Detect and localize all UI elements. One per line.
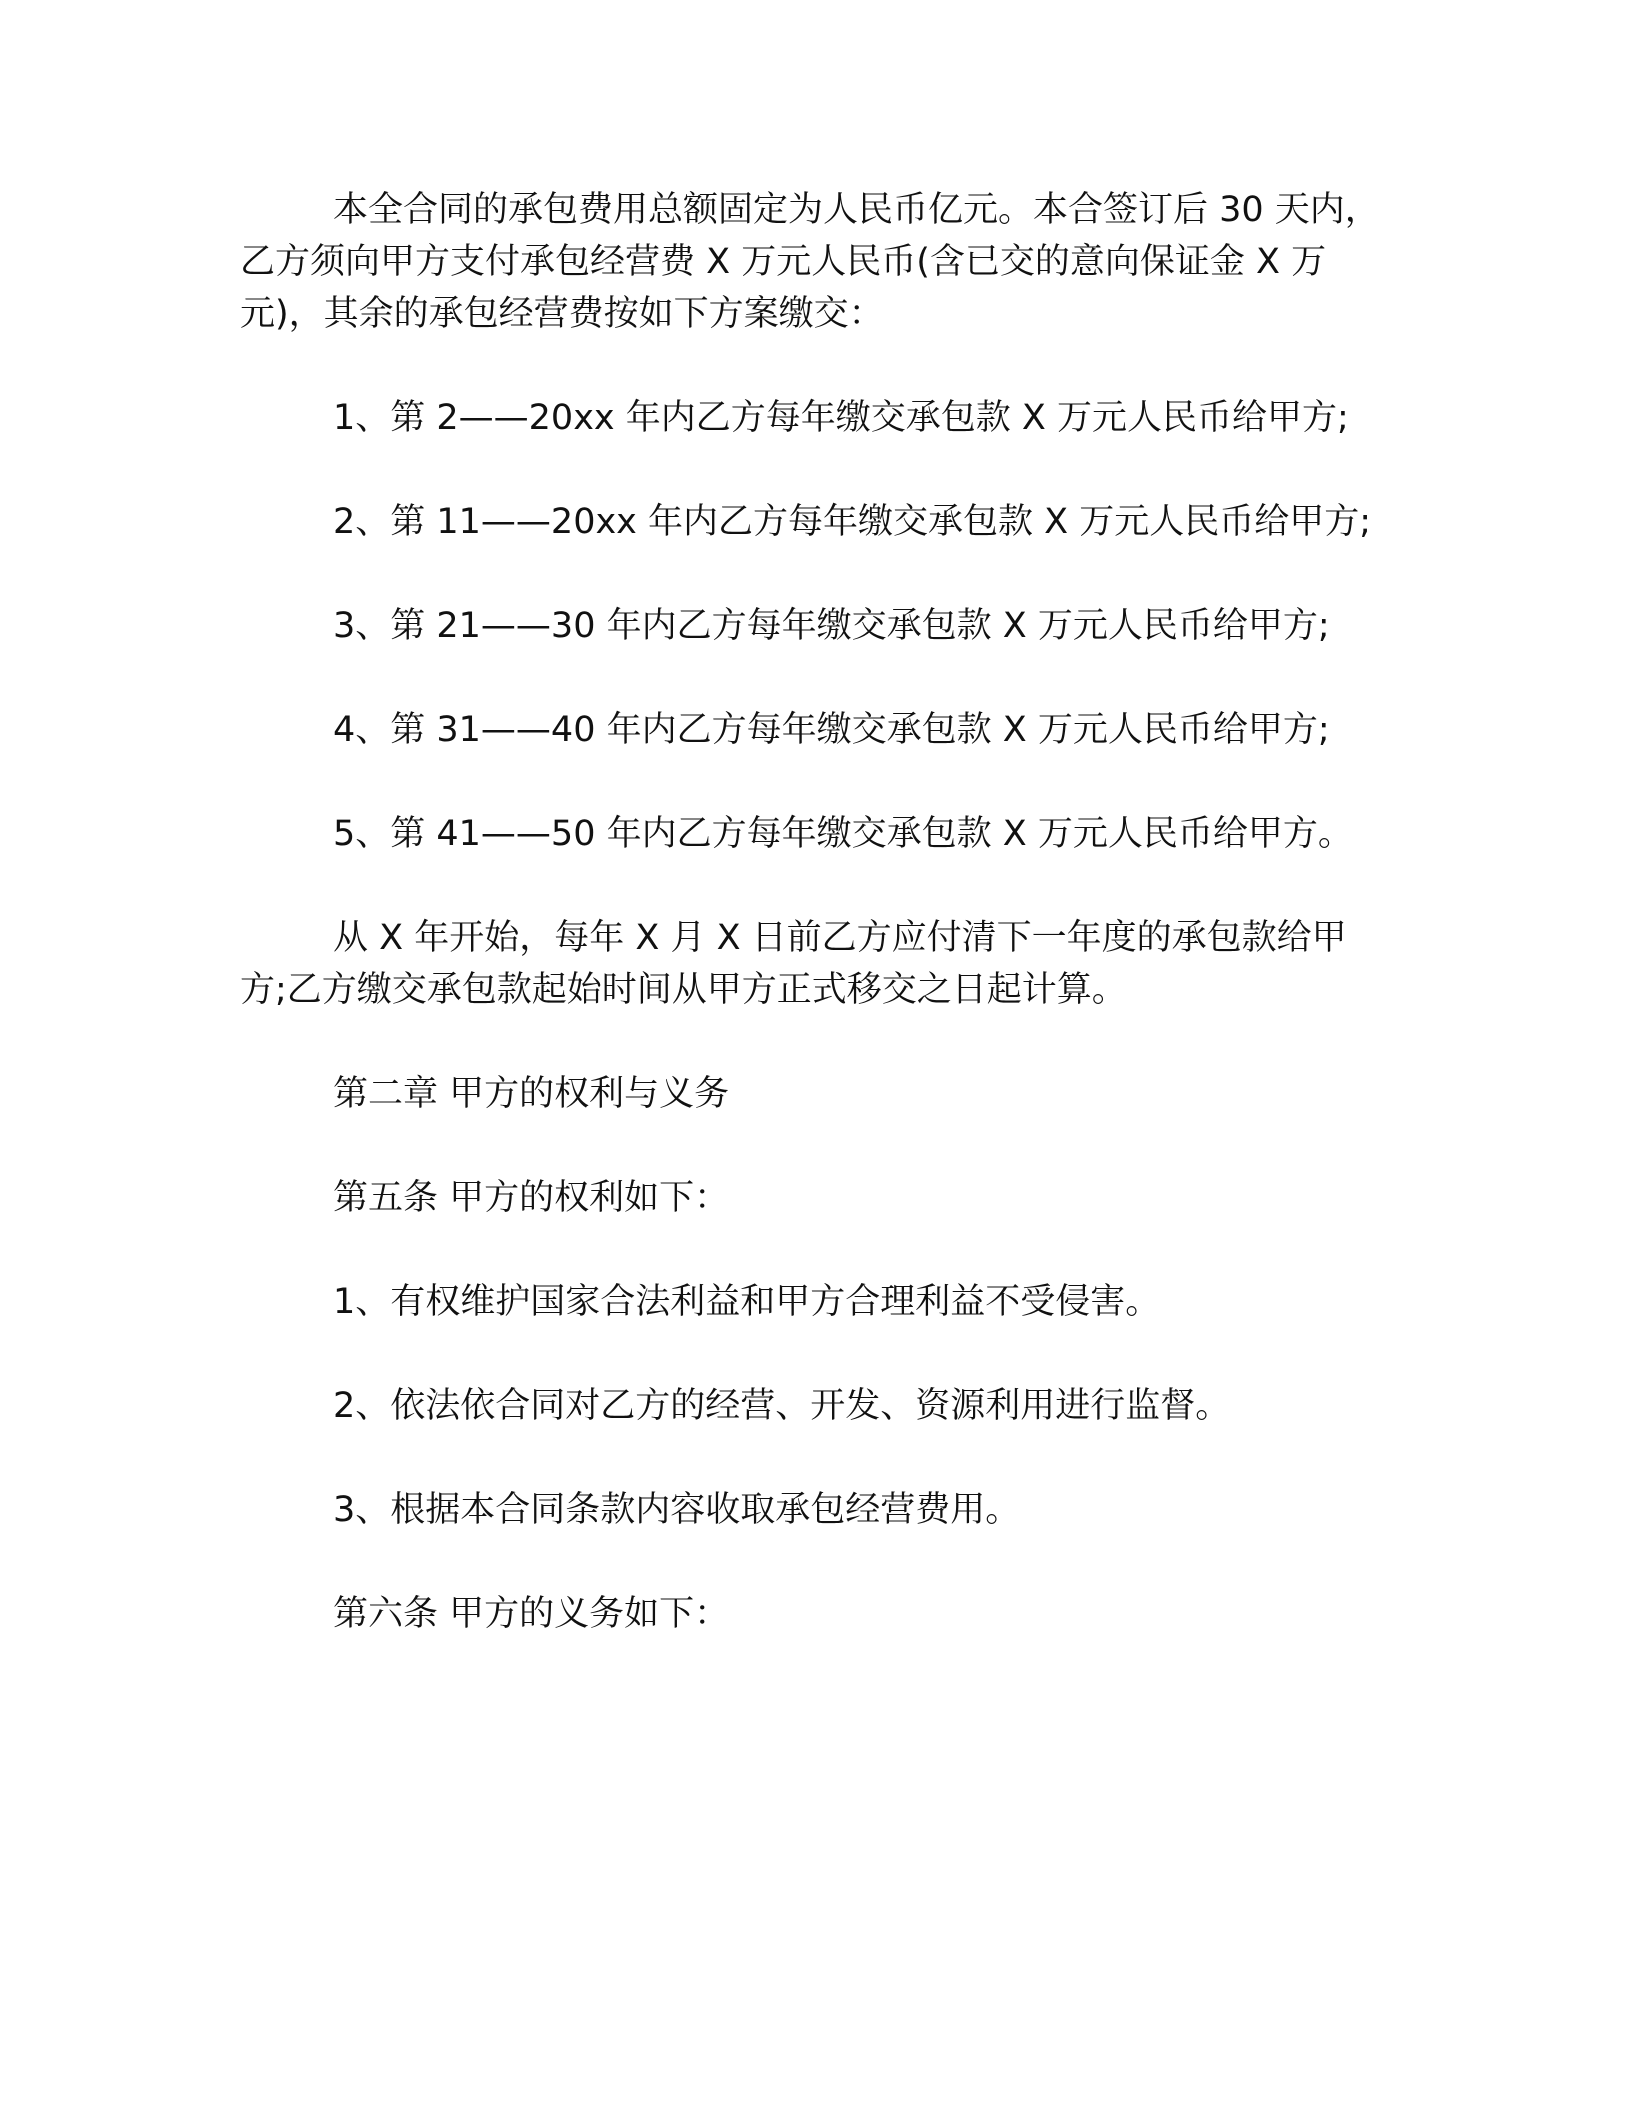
- list-item-payment-5: 5、第 41——50 年内乙方每年缴交承包款 X 万元人民币给甲方。: [333, 814, 1353, 854]
- paragraph-fee-total: 本全合同的承包费用总额固定为人民币亿元。本合签订后 30 天内，乙方须向甲方支付承包经营费 X 万元人民币(含已交的意向保证金 X 万元)，其余的承包经营费按如下方案缴交：: [240, 190, 1380, 334]
- list-item-payment-1: 1、第 2——20xx 年内乙方每年缴交承包款 X 万元人民币给甲方;: [333, 398, 1349, 438]
- paragraph-payment-schedule: 从 X 年开始，每年 X 月 X 日前乙方应付清下一年度的承包款给甲方;乙方缴交承包款起始时间从甲方正式移交之日起计算。: [240, 918, 1347, 1010]
- article-heading-obligations: 第六条 甲方的义务如下：: [333, 1594, 730, 1634]
- article-heading-rights: 第五条 甲方的权利如下：: [333, 1178, 730, 1218]
- chapter-heading: 第二章 甲方的权利与义务: [333, 1074, 730, 1114]
- list-item-payment-2: 2、第 11——20xx 年内乙方每年缴交承包款 X 万元人民币给甲方;: [333, 502, 1372, 542]
- document-body: [240, 184, 1380, 1640]
- list-item-payment-4: 4、第 31——40 年内乙方每年缴交承包款 X 万元人民币给甲方;: [333, 710, 1330, 750]
- list-item-right-2: 2、依法依合同对乙方的经营、开发、资源利用进行监督。: [333, 1386, 1231, 1426]
- list-item-right-3: 3、根据本合同条款内容收取承包经营费用。: [333, 1490, 1021, 1530]
- list-item-right-1: 1、有权维护国家合法利益和甲方合理利益不受侵害。: [333, 1282, 1161, 1322]
- list-item-payment-3: 3、第 21——30 年内乙方每年缴交承包款 X 万元人民币给甲方;: [333, 606, 1330, 646]
